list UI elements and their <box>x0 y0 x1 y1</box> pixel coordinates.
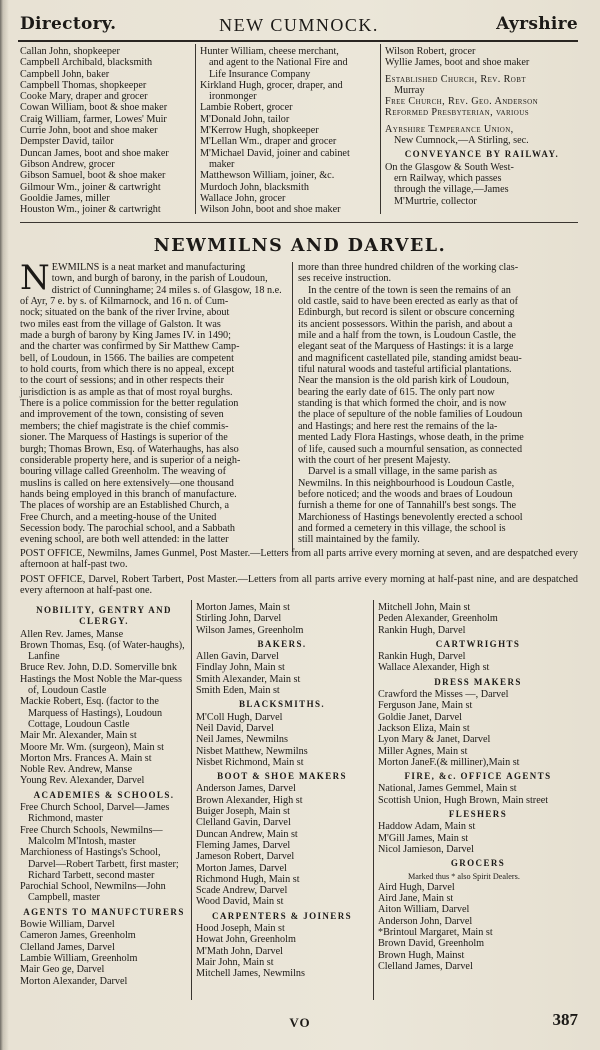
directory-entry: maker <box>209 158 235 170</box>
text-line: bearing the early date of 615. The only part now <box>298 386 495 398</box>
text-line: sioner. The Marquess of Hastings is superior of the <box>20 432 228 444</box>
text-line: the place of sepulture of the noble families of Loudoun <box>298 409 523 421</box>
text-line: hands being employed in this branch of manufacture. <box>20 488 237 500</box>
directory-entry: Morton JaneF.(& milliner),Main st <box>378 756 520 768</box>
directory-entry: Moore Mr. Wm. (surgeon), Main st <box>20 741 164 753</box>
directory-entry: Nisbet Matthew, Newmilns <box>196 745 308 757</box>
directory-entry: Goldie Janet, Darvel <box>378 711 463 723</box>
category-heading: CARPENTERS & JOINERS <box>211 910 353 921</box>
page-number: 387 <box>552 1010 578 1029</box>
signature-mark: VO <box>289 1015 311 1030</box>
text-line: and formed a cemetery in this village, the school is <box>298 522 506 534</box>
directory-entry: Cameron James, Greenholm <box>20 930 136 942</box>
directory-entry: Jameson Robert, Darvel <box>196 851 295 863</box>
text-line: and Hastings; and here rest the remains of the la- <box>298 420 498 432</box>
text-line: made a burgh of barony by King James IV. in 1490; <box>20 330 231 342</box>
text-line: The places of worship are an Established Church, a <box>20 500 230 512</box>
directory-entry: Allen Rev. James, Manse <box>20 628 124 640</box>
directory-entry: Buiger Joseph, Main st <box>196 806 290 818</box>
text-line: more than three hundred children of the working clas- <box>298 262 519 273</box>
directory-entry: Morton James, Main st <box>196 602 290 613</box>
directory-entry: Wilson James, Greenholm <box>196 624 304 636</box>
directory-entry: Clelland James, Darvel <box>378 960 473 972</box>
directory-entry: On the Glasgow & South West- <box>385 161 514 173</box>
directory-entry: M'Murtrie, collector <box>394 195 477 207</box>
directory-entry: Lambie Robert, grocer <box>200 102 293 114</box>
text-line: and the charter was confirmed by Sir Matthew Camp- <box>20 341 240 353</box>
directory-entry: Wilson Robert, grocer <box>385 46 476 57</box>
column-divider <box>195 44 196 214</box>
directory-entry: Mackie Robert, Esq. (factor to the Marquess of Hastings), Loudoun Cottage, Loudoun Castle <box>20 696 163 730</box>
text-line: evening school, are both well attended: in the latter <box>20 534 229 546</box>
top-column-1 <box>20 46 192 215</box>
directory-entry: Gooldie James, miller <box>20 192 110 204</box>
directory-entry: Campbell Archibald, blacksmith <box>20 57 153 69</box>
directory-entry: Parochial School, Newmilns—John Campbell, master <box>20 881 166 904</box>
text-line: before noticed; and the woods and braes of Loudoun <box>298 488 513 500</box>
text-line: still maintained by the family. <box>298 534 420 546</box>
drop-cap: N <box>20 258 50 298</box>
text-line: burgh; Thomas Brown, Esq. of Waterhaughs, has also <box>20 443 239 455</box>
text-line: Darvel is a small village, in the same parish as <box>308 466 497 478</box>
directory-entry: Crawford the Misses —, Darvel <box>378 689 509 701</box>
text-line: and improvement of the town, consisting of seven <box>20 409 224 421</box>
directory-entry: ern Railway, which passes <box>394 172 502 184</box>
directory-entry: Houston Wm., joiner & cartwright <box>20 204 161 216</box>
directory-entry: Campbell John, baker <box>20 68 110 80</box>
text-line: of Ayr, 7 e. by s. of Kilmarnock, and 16 n. of Cum- <box>20 296 229 308</box>
directory-entry: Mair John, Main st <box>196 956 274 968</box>
directory-entry: Duncan James, boot and shoe maker <box>20 147 169 159</box>
directory-entry: Reformed Presbyterian, various <box>385 107 529 119</box>
category-heading: BLACKSMITHS. <box>238 699 326 710</box>
directory-entry: Allen Gavin, Darvel <box>196 651 279 663</box>
directory-column-3 <box>378 602 578 972</box>
directory-column-2 <box>196 602 368 980</box>
category-heading: FLESHERS <box>448 809 508 820</box>
text-line: muslins is called on here extensively—one thousand <box>20 477 234 489</box>
directory-entry: M'Math John, Darvel <box>196 945 284 957</box>
text-line: members; the chief magistrate is the chief commis- <box>20 420 229 432</box>
text-line: There is a police commission for the better regulation <box>20 398 239 410</box>
top-column-2 <box>200 46 376 215</box>
directory-entry: Rankin Hugh, Darvel <box>378 651 466 663</box>
directory-entry: and agent to the National Fire and <box>209 57 348 69</box>
directory-entry: Aird Jane, Main st <box>378 893 454 905</box>
directory-entry: Rankin Hugh, Darvel <box>378 624 466 636</box>
post-office-darvel: POST OFFICE, Darvel, Robert Tarbert, Post Master.—Letters from all parts arrive every morning at half-past nine, and are despatched every afternoon at half-past one. <box>20 574 578 597</box>
category-heading: AGENTS TO MANUFCTURERS <box>23 906 185 917</box>
directory-entry: Brown Alexander, High st <box>196 794 303 806</box>
directory-entry: Peden Alexander, Greenholm <box>378 613 498 625</box>
directory-entry: Murdoch John, blacksmith <box>200 181 309 193</box>
directory-entry: Dempster David, tailor <box>20 136 114 148</box>
directory-entry: Nicol Jamieson, Darvel <box>378 843 474 855</box>
directory-entry: M'Gill James, Main st <box>378 832 469 844</box>
text-line: mile and a half from the town, is Loudoun Castle, the <box>298 330 516 342</box>
directory-entry: Free Church, Rev. Geo. Anderson <box>385 96 539 108</box>
text-line: EWMILNS is a neat market and manufacturing <box>51 262 246 273</box>
text-line: to the court of sessions; and in other respects their <box>20 375 224 387</box>
text-line: with the court of her present Majesty. <box>298 454 451 466</box>
directory-entry: Neil David, Darvel <box>196 722 274 734</box>
text-line: Near the mansion is the old parish kirk of Loudoun, <box>298 375 510 387</box>
directory-entry: Wallace John, grocer <box>200 192 286 204</box>
directory-entry: Craig William, farmer, Lowes' Muir <box>20 113 167 125</box>
column-divider <box>191 600 192 1000</box>
text-line: town, and burgh of barony, in the parish of Loudoun, <box>51 273 268 285</box>
directory-entry: Young Rev. Alexander, Darvel <box>20 775 145 787</box>
text-line: ses receive instruction. <box>298 273 392 285</box>
directory-entry: Cowan William, boot & shoe maker <box>20 102 168 114</box>
directory-entry: Murray <box>394 84 425 96</box>
directory-entry: Currie John, boot and shoe maker <box>20 125 158 137</box>
directory-entry: Mair Mr. Alexander, Main st <box>20 730 137 742</box>
section-rule <box>20 222 578 223</box>
directory-entry: Cooke Mary, draper and grocer <box>20 91 148 103</box>
directory-entry: Howat John, Greenholm <box>196 934 296 946</box>
description-right <box>298 262 578 546</box>
directory-entry: Free Church Schools, Newmilns—Malcolm M'Intosh, master <box>20 824 163 847</box>
directory-entry: M'Kerrow Hugh, shopkeeper <box>200 125 319 137</box>
directory-entry: Bruce Rev. John, D.D. Somerville bnk <box>20 662 177 674</box>
category-heading: BOOT & SHOE MAKERS <box>217 771 347 782</box>
text-line: Edinburgh, but record is silent or obscure concerning <box>298 307 515 319</box>
text-line: tiful natural woods and tasteful artificial plantations. <box>298 364 512 376</box>
directory-entry: Free Church School, Darvel—James Richmond, master <box>20 802 170 825</box>
directory-entry: Nisbet Richmond, Main st <box>196 756 304 768</box>
directory-entry: Morton Mrs. Frances A. Main st <box>20 752 152 764</box>
category-heading: DRESS MAKERS <box>434 676 522 687</box>
directory-entry: M'Lellan Wm., draper and grocer <box>200 136 337 148</box>
directory-entry: Brown David, Greenholm <box>378 938 485 950</box>
directory-entry: M'Michael David, joiner and cabinet <box>200 147 350 159</box>
directory-entry: Mair Geo ge, Darvel <box>20 964 105 976</box>
category-heading: GROCERS <box>450 858 506 869</box>
text-line: district of Cunninghame; 24 miles s. of Glasgow, 18 n.e. <box>51 284 282 296</box>
directory-entry: Haddow Adam, Main st <box>378 821 476 833</box>
category-heading: FIRE, &c. OFFICE AGENTS <box>404 771 552 782</box>
directory-entry: Kirkland Hugh, grocer, draper, and <box>200 79 343 91</box>
directory-entry: New Cumnock,—A Stirling, sec. <box>394 135 529 147</box>
directory-entry: Aird Hugh, Darvel <box>378 881 455 893</box>
directory-entry: Mitchell James, Newmilns <box>196 968 305 980</box>
text-line: In the centre of the town is seen the remains of an <box>308 284 511 296</box>
directory-entry: Wallace Alexander, High st <box>378 662 490 674</box>
text-line: mented Lady Flora Hastings, whose death, in the prime <box>298 432 524 444</box>
directory-entry: Anderson James, Darvel <box>196 783 296 795</box>
text-line: old castle, said to have been erected as early as that of <box>298 296 519 308</box>
directory-entry: Ayrshire Temperance Union, <box>385 123 514 135</box>
text-line: jurisdiction is as ample as that of most royal burghs. <box>20 386 233 398</box>
directory-entry: Aiton William, Darvel <box>378 904 470 916</box>
text-line: Marchioness of Hastings benevolently erected a school <box>298 511 523 523</box>
directory-entry: Lambie William, Greenholm <box>20 952 138 964</box>
directory-entry: *Brintoul Margaret, Main st <box>378 927 493 939</box>
category-heading: NOBILITY, GENTRY AND CLERGY. <box>36 605 172 627</box>
text-line: furnish a theme for one of Tannahill's best songs. The <box>298 500 517 512</box>
text-line: Secession body. The parochial school, and a Sabbath <box>20 522 236 534</box>
section-title: NEWMILNS AND DARVEL. <box>153 236 447 256</box>
directory-entry: Bowie William, Darvel <box>20 919 115 931</box>
directory-entry: Scade Andrew, Darvel <box>196 885 288 897</box>
directory-entry: Morton James, Darvel <box>196 862 287 874</box>
text-line: nock; situated on the bank of the river Irvine, about <box>20 307 230 319</box>
directory-entry: Gibson Andrew, grocer <box>20 158 115 170</box>
directory-entry: Callan John, shopkeeper <box>20 46 120 57</box>
text-line: of life, caused such a mournful sensation, as connected <box>298 443 523 455</box>
directory-entry: Wood David, Main st <box>196 896 284 908</box>
top-column-3 <box>385 46 579 207</box>
directory-column-1 <box>20 602 188 987</box>
directory-entry: Ferguson Jane, Main st <box>378 700 473 712</box>
directory-entry: Stirling John, Darvel <box>196 613 282 625</box>
text-line: considerable property here, and is superior of a neigh- <box>20 454 241 466</box>
text-line: and magnificent castellated pile, standing amidst beau- <box>298 352 522 364</box>
header-rule <box>18 40 578 42</box>
text-line: standing is that which formed the choir, and is now <box>298 398 507 410</box>
text-line: Free Church, and a meeting-house of the United <box>20 511 217 523</box>
directory-entry: Campbell Thomas, shopkeeper <box>20 79 147 91</box>
directory-entry: M'Coll Hugh, Darvel <box>196 711 283 723</box>
directory-entry: National, James Gemmel, Main st <box>378 783 517 795</box>
directory-entry: Jackson Eliza, Main st <box>378 722 470 734</box>
directory-entry: Scottish Union, Hugh Brown, Main street <box>378 794 549 806</box>
category-heading: ACADEMIES & SCHOOLS. <box>33 789 175 800</box>
directory-entry: Richmond Hugh, Main st <box>196 873 300 885</box>
directory-entry: Marchioness of Hastings's School, Darvel—Robert Tarbett, first master; Richard Tarbett, second master <box>20 847 179 881</box>
text-line: bell, of Loudoun, in 1566. The bailies are competent <box>20 352 234 364</box>
directory-entry: Established Church, Rev. Robt <box>385 73 526 85</box>
running-header <box>20 14 578 40</box>
directory-entry: Clelland James, Darvel <box>20 941 115 953</box>
directory-entry: Duncan Andrew, Main st <box>196 828 298 840</box>
directory-entry: Clelland Gavin, Darvel <box>196 817 291 829</box>
directory-entry: through the village,—James <box>394 184 509 196</box>
directory-entry: Wilson John, boot and shoe maker <box>200 204 341 216</box>
directory-entry: Brown Hugh, Mainst <box>378 949 465 961</box>
directory-entry: Morton Alexander, Darvel <box>20 975 128 987</box>
directory-entry: Life Insurance Company <box>209 68 311 80</box>
header-right: Ayrshire <box>496 14 578 34</box>
text-line: to hold courts, from which there is no appeal, except <box>20 364 235 376</box>
directory-entry: Findlay John, Main st <box>196 662 285 674</box>
directory-entry: M'Donald John, tailor <box>200 113 290 125</box>
directory-entry: Brown Thomas, Esq. (of Water-haughs), Lanfine <box>20 639 185 663</box>
post-office-newmilns: POST OFFICE, Newmilns, James Gunmel, Post Master.—Letters from all parts arrive every morning at seven, and are despatched every afternoon at half-past two. <box>20 548 579 571</box>
directory-entry: Gilmour Wm., joiner & cartwright <box>20 181 161 193</box>
header-left: Directory. <box>20 14 117 34</box>
header-town: NEW CUMNOCK. <box>219 15 379 35</box>
column-divider <box>292 262 293 552</box>
text-line: its ancient possessors. Within the parish, and about a <box>298 318 513 330</box>
directory-entry: Hastings the Most Noble the Mar-quess of, Loudoun Castle <box>20 673 182 697</box>
category-heading: BAKERS. <box>257 638 307 649</box>
category-heading: CARTWRIGHTS <box>435 638 521 649</box>
text-line: elegant seat of the Marquess of Hastings: it is a large <box>298 341 514 353</box>
directory-entry: Fleming James, Darvel <box>196 839 291 851</box>
directory-entry: Smith Eden, Main st <box>196 685 280 697</box>
category-note: Marked thus * also Spirit Dealers. <box>408 871 520 881</box>
directory-entry: Miller Agnes, Main st <box>378 745 468 757</box>
directory-entry: CONVEYANCE BY RAILWAY. <box>404 149 560 160</box>
column-divider <box>380 44 381 214</box>
directory-entry: Wyllie James, boot and shoe maker <box>385 57 530 69</box>
directory-entry: Hood Joseph, Main st <box>196 923 285 935</box>
directory-entry: Gibson Samuel, boot & shoe maker <box>20 170 166 182</box>
directory-entry: Matthewson William, joiner, &c. <box>200 170 335 182</box>
directory-entry: Neil James, Newmilns <box>196 734 288 746</box>
directory-entry: Hunter William, cheese merchant, <box>200 46 339 57</box>
directory-entry: Lyon Mary & Janet, Darvel <box>378 734 491 746</box>
directory-entry: Smith Alexander, Main st <box>196 673 301 685</box>
text-line: two miles east from the village of Galston. It was <box>20 318 221 330</box>
text-line: bouring village called Greenholm. The weaving of <box>20 466 227 478</box>
directory-entry: Anderson John, Darvel <box>378 915 473 927</box>
description-left <box>20 258 286 546</box>
directory-entry: ironmonger <box>209 91 257 103</box>
text-line: Newmilns. In this neighbourhood is Loudoun Castle, <box>298 477 515 489</box>
directory-entry: Noble Rev. Andrew, Manse <box>20 764 133 776</box>
column-divider <box>373 600 374 1000</box>
directory-entry: Mitchell John, Main st <box>378 602 471 613</box>
